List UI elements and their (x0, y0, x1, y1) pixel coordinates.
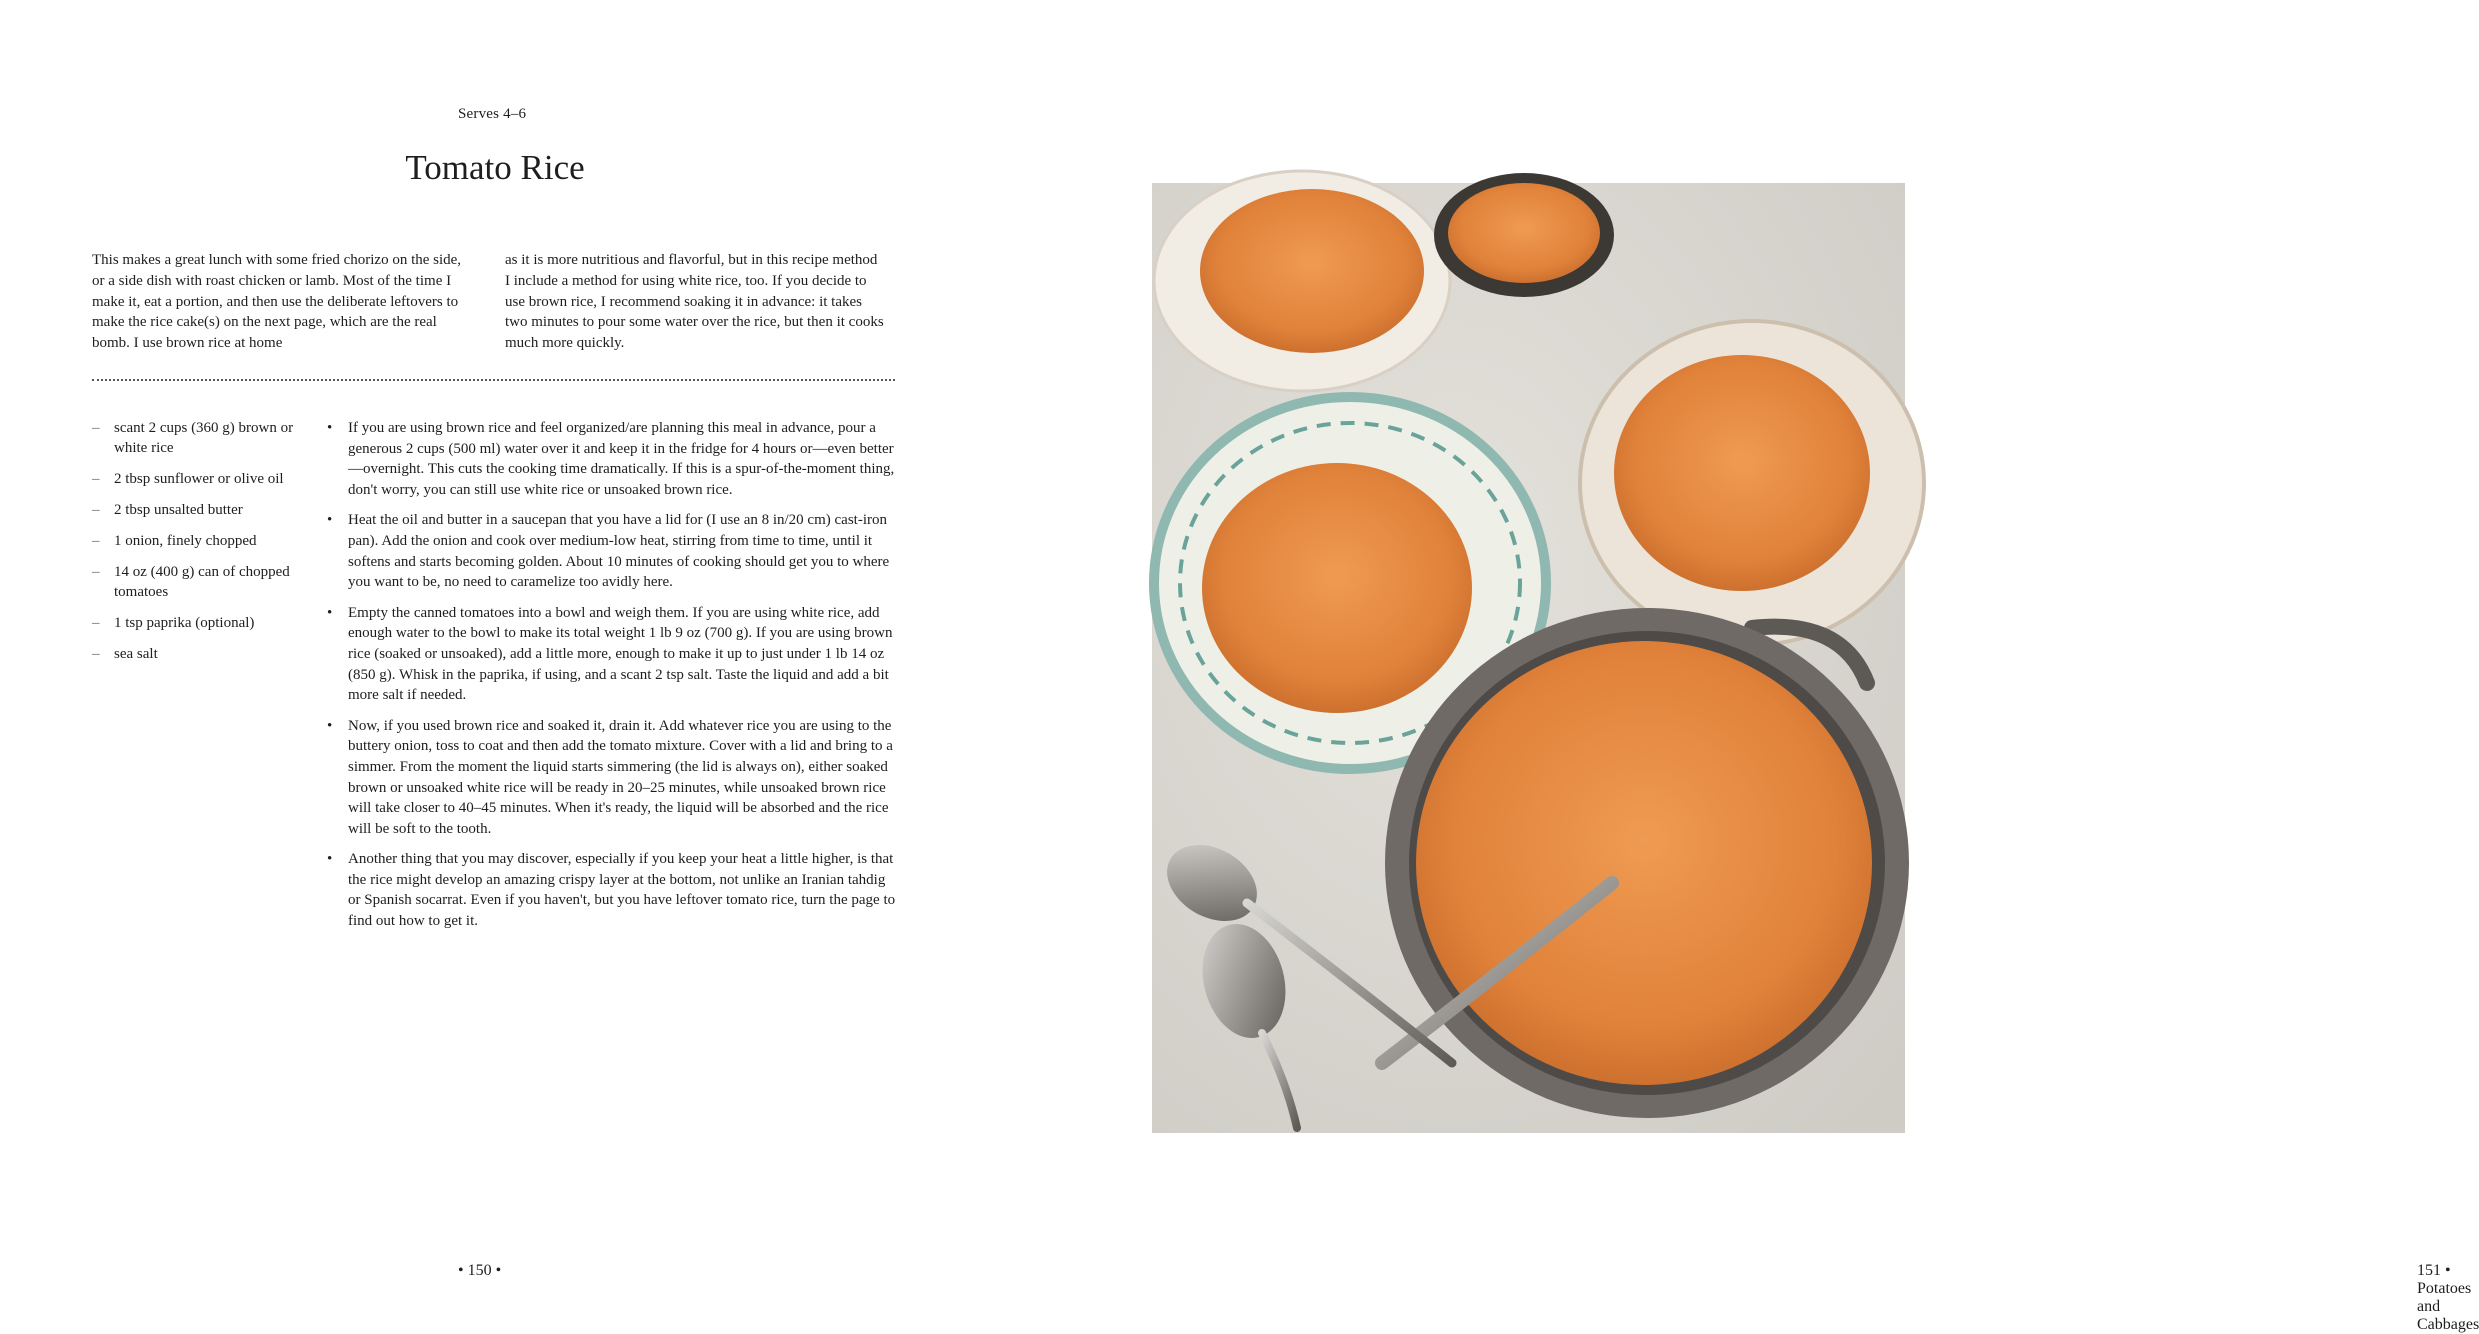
serves-label: Serves 4–6 (458, 106, 527, 122)
page-number-left: • 150 • (458, 1262, 502, 1279)
bullet-marker: • (327, 420, 333, 436)
method-step (327, 603, 899, 706)
ingredient-text: scant 2 cups (360 g) brown or white rice (114, 420, 294, 456)
ingredient-item (92, 613, 322, 633)
method-step (327, 510, 899, 592)
bullet-marker: • (327, 604, 333, 621)
method-step-text: Heat the oil and butter in a saucepan that you have a lid for (I use an 8 in/20 cm) cast-iron pan). Add the onion and cook over medium-low heat, stirring from time to time, until it softens and starts becoming golden. About 10 minutes of cooking should get you to where you want to be, no need to caramelize too avidly here. (348, 512, 890, 591)
bowl-small-top-right (1434, 173, 1614, 297)
ingredient-item (92, 644, 322, 664)
method-step (327, 716, 899, 840)
method-step (327, 418, 899, 500)
bullet-marker: • (327, 717, 333, 734)
bowl-rice (1202, 463, 1472, 713)
page-number-right: 151 • Potatoes and Cabbages (2417, 1262, 2479, 1333)
dash-marker: – (92, 615, 100, 631)
ingredient-text: sea salt (114, 646, 158, 662)
bowl-right-middle (1580, 321, 1924, 645)
dotted-divider (92, 379, 895, 381)
intro-column-2: as it is more nutritious and flavorful, but in this recipe method I include a method for using white rice, too. If you decide to use brown rice, I recommend soaking it in advance: it takes two minutes to pour some water over the rice, but then it cooks much more quickly. (505, 252, 884, 352)
dash-marker: – (92, 502, 100, 518)
bullet-marker: • (327, 851, 333, 868)
ingredient-text: 14 oz (400 g) can of chopped tomatoes (114, 564, 290, 600)
dash-marker: – (92, 533, 100, 549)
method-step (327, 849, 899, 931)
ingredient-item (92, 562, 322, 602)
ingredient-text: 1 tsp paprika (optional) (114, 615, 255, 631)
method-step-text: Another thing that you may discover, especially if you keep your heat a little higher, is that the rice might develop an amazing crispy layer at the bottom, not unlike an Iranian tahdig or Spanish socarrat. Even if you haven't, but you have leftover tomato rice, turn the page to find out how to get it. (348, 851, 896, 930)
ingredient-text: 2 tbsp unsalted butter (114, 502, 243, 518)
ingredient-item (92, 418, 322, 458)
bowl-rice (1448, 183, 1600, 283)
tomato-rice-photo (1152, 183, 1905, 1133)
method-step-text: Empty the canned tomatoes into a bowl and weigh them. If you are using white rice, add enough water to the bowl to make its total weight 1 lb 9 oz (700 g). If you are using brown rice (soaked or unsoaked), add a little more, enough to make it up to just under 1 lb 14 oz (850 g). Whisk in the paprika, if using, and a scant 2 tsp salt. Taste the liquid and add a bit more salt if needed. (348, 604, 893, 704)
ingredient-list (92, 418, 322, 675)
ingredient-item (92, 531, 322, 551)
dash-marker: – (92, 420, 100, 436)
ingredient-item (92, 469, 322, 489)
bowl-rice (1614, 355, 1870, 591)
left-page (0, 0, 1000, 1302)
intro-column-1: This makes a great lunch with some fried chorizo on the side, or a side dish with roast chicken or lamb. Most of the time I make it, eat a portion, and then use the deliberate leftovers to make the rice cake(s) on the next page, which are the real bomb. I use brown rice at home (92, 252, 462, 352)
bowl-top-left (1154, 171, 1450, 391)
method-step-text: If you are using brown rice and feel organized/are planning this meal in advance, pour a generous 2 cups (500 ml) water over it and keep it in the fridge for 4 hours or—even better—overnight. This cuts the cooking time dramatically. If this is a spur-of-the-moment thing, don't worry, you can still use white rice or unsoaked brown rice. (348, 420, 895, 498)
recipe-title: Tomato Rice (405, 148, 585, 187)
pot-rice (1416, 641, 1872, 1085)
ingredient-item (92, 500, 322, 520)
ingredient-text: 1 onion, finely chopped (114, 533, 257, 549)
bullet-marker: • (327, 512, 333, 529)
cast-iron-pot (1385, 608, 1909, 1118)
method-list (327, 418, 899, 942)
bowl-rice (1200, 189, 1424, 353)
dash-marker: – (92, 471, 100, 487)
dash-marker: – (92, 646, 100, 662)
ingredient-text: 2 tbsp sunflower or olive oil (114, 471, 284, 487)
method-step-text: Now, if you used brown rice and soaked it, drain it. Add whatever rice you are using to the buttery onion, toss to coat and then add the tomato mixture. Cover with a lid and bring to a simmer. From the moment the liquid starts simmering (the lid is always on), either soaked brown or unsoaked white rice will be ready in 20–25 minutes, while unsoaked brown rice will take closer to 40–45 minutes. When it's ready, the liquid will be absorbed and the rice will be soft to the tooth. (348, 717, 893, 837)
dash-marker: – (92, 564, 100, 580)
